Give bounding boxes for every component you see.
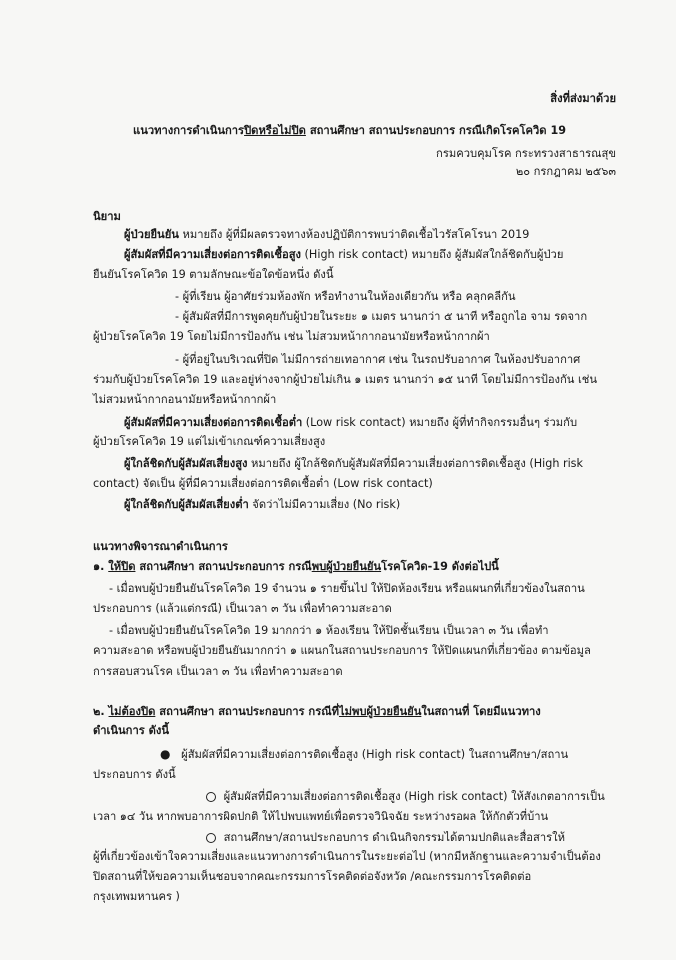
sub-item-text: สถานศึกษา/สถานประกอบการ ดำเนินกิจกรรมได้ตามปกติและสื่อสารให้ <box>223 831 565 844</box>
document-title <box>133 123 566 139</box>
heading-cont: ดำเนินการ ดังนี้ <box>93 724 170 737</box>
sub-item-cont: กรุงเทพมหานคร ) <box>93 890 180 903</box>
term: ผู้ป่วยยืนยัน <box>124 228 179 241</box>
sub-item <box>206 789 605 805</box>
def-high-risk <box>124 247 563 263</box>
heading-part: ในสถานที่ โดยมีแนวทาง <box>421 705 541 718</box>
list-item-cont: ประกอบการ (แล้วแต่กรณี) เป็นเวลา ๓ วัน เพื่อทำความสะอาด <box>93 602 392 615</box>
section-number: ๑. <box>93 560 109 573</box>
list-item-cont: ความสะอาด หรือพบผู้ป่วยยืนยันมากกว่า ๑ แผนกในสถานประกอบการ ให้ปิดแผนกที่เกี่ยวข้อง ตามข้อมูล <box>93 644 591 657</box>
list-item-cont: ผู้ป่วยโรคโควิด 19 โดยไม่มีการป้องกัน เช่น ไม่สวมหน้ากากอนามัยหรือหน้ากากผ้า <box>93 330 490 343</box>
department: กรมควบคุมโรค กระทรวงสาธารณสุข <box>436 147 616 160</box>
close-keyword: ให้ปิด <box>108 560 136 573</box>
list-item: - ผู้ที่อยู่ในบริเวณที่ปิด ไม่มีการถ่ายเทอากาศ เช่น ในรถปรับอากาศ ในห้องปรับอากาศ <box>175 353 581 366</box>
title-rest: สถานศึกษา สถานประกอบการ กรณีเกิดโรคโควิด 19 <box>305 124 567 137</box>
term: ผู้สัมผัสที่มีความเสี่ยงต่อการติดเชื้อต่ำ <box>124 416 303 429</box>
definition-cont: ผู้ป่วยโรคโควิด 19 แต่ไม่เข้าเกณฑ์ความเสี่ยงสูง <box>93 435 326 448</box>
heading-part: สถานศึกษา สถานประกอบการ กรณี <box>135 560 312 573</box>
def-confirmed <box>124 227 529 243</box>
definition: หมายถึง ผู้ใกล้ชิดกับผู้สัมผัสที่มีความเสี่ยงต่อการติดเชื้อสูง (High risk <box>247 457 583 470</box>
heading-part: สถานศึกษา สถานประกอบการ กรณีที่ <box>155 705 339 718</box>
def-low-risk <box>124 415 577 431</box>
sub-item-text: ผู้สัมผัสที่มีความเสี่ยงต่อการติดเชื้อสูง (High risk contact) ให้สังเกตอาการเป็น <box>223 790 605 803</box>
sub-item-cont: ผู้ที่เกี่ยวข้องเข้าใจความเสี่ยงและแนวทางการดำเนินการในระยะต่อไป (หากมีหลักฐานและความจำเป็นต้อง <box>93 850 601 863</box>
definition: (Low risk contact) หมายถึง ผู้ที่ทำกิจกรรมอื่นๆ ร่วมกับ <box>302 416 578 429</box>
section-1-heading <box>93 559 499 575</box>
definition: จัดว่าไม่มีความเสี่ยง (No risk) <box>248 498 401 511</box>
term: ผู้ใกล้ชิดกับผู้สัมผัสเสี่ยงต่ำ <box>124 498 249 511</box>
definition-cont: ยืนยันโรคโควิด 19 ตามลักษณะข้อใดข้อหนึ่ง ดังนี้ <box>93 268 334 281</box>
bullet-item <box>160 746 568 763</box>
section-number: ๒. <box>93 705 109 718</box>
list-item: - เมื่อพบผู้ป่วยยืนยันโรคโควิด 19 มากกว่า ๑ ห้องเรียน ให้ปิดชั้นเรียน เป็นเวลา ๓ วัน เพื่อทำ <box>109 624 549 637</box>
definition: หมายถึง ผู้ที่มีผลตรวจทางห้องปฏิบัติการพบว่าติดเชื้อไวรัสโคโรนา 2019 <box>178 228 530 241</box>
definitions-heading: นิยาม <box>93 210 121 223</box>
bullet-icon: ● <box>160 747 171 761</box>
list-item-cont: ไม่สวมหน้ากากอนามัยหรือหน้ากากผ้า <box>93 393 277 406</box>
title-not-close: ไม่ปิด <box>278 124 306 137</box>
term: ผู้สัมผัสที่มีความเสี่ยงต่อการติดเชื้อสูง <box>124 248 301 261</box>
bullet-text-cont: ประกอบการ ดังนี้ <box>93 768 176 781</box>
found-keyword: พบผู้ป่วยยืนยัน <box>311 560 382 573</box>
sub-item-cont: ปิดสถานที่ให้ขอความเห็นชอบจากคณะกรรมการโรคติดต่อจังหวัด /คณะกรรมการโรคติดต่อ <box>93 870 532 883</box>
term: ผู้ใกล้ชิดกับผู้สัมผัสเสี่ยงสูง <box>124 457 248 470</box>
sub-item-cont: เวลา ๑๔ วัน หากพบอาการผิดปกติ ให้ไปพบแพทย์เพื่อตรวจวินิจฉัย ระหว่างรอผล ให้กักตัวที่บ้าน <box>93 810 549 823</box>
list-item-cont: การสอบสวนโรค เป็นเวลา ๓ วัน เพื่อทำความสะอาด <box>93 665 343 678</box>
title-close: ปิด <box>244 124 259 137</box>
bullet-text: ผู้สัมผัสที่มีความเสี่ยงต่อการติดเชื้อสูง (High risk contact) ในสถานศึกษา/สถาน <box>181 748 569 761</box>
def-close-low <box>124 497 400 513</box>
title-or: หรือ <box>258 124 279 137</box>
heading-part: โรคโควิด-19 ดังต่อไปนี้ <box>381 560 499 573</box>
section-2-heading <box>93 704 541 720</box>
document-date: ๒๐ กรกฎาคม ๒๕๖๓ <box>515 165 616 178</box>
title-part: แนวทางการดำเนินการ <box>133 124 245 137</box>
definition: (High risk contact) หมายถึง ผู้สัมผัสใกล้ชิดกับผู้ป่วย <box>301 248 564 261</box>
guidelines-heading: แนวทางพิจารณาดำเนินการ <box>93 540 228 553</box>
definition-cont: contact) จัดเป็น ผู้ที่มีความเสี่ยงต่อการติดเชื้อต่ำ (Low risk contact) <box>93 477 433 490</box>
not-close-keyword: ไม่ต้องปิด <box>108 705 156 718</box>
list-item: - ผู้สัมผัสที่มีการพูดคุยกับผู้ป่วยในระยะ ๑ เมตร นานกว่า ๕ นาที หรือถูกไอ จาม รดจาก <box>175 310 588 323</box>
not-found-keyword: ไม่พบผู้ป่วยยืนยัน <box>338 705 422 718</box>
attachment-label: สิ่งที่ส่งมาด้วย <box>550 92 616 105</box>
circle-bullet-icon <box>206 833 216 843</box>
sub-item <box>206 830 565 846</box>
list-item: - เมื่อพบผู้ป่วยยืนยันโรคโควิด 19 จำนวน ๑ รายขึ้นไป ให้ปิดห้องเรียน หรือแผนกที่เกี่ยวข้องในสถาน <box>109 582 585 595</box>
circle-bullet-icon <box>206 792 216 802</box>
list-item: - ผู้ที่เรียน ผู้อาศัยร่วมห้องพัก หรือทำงานในห้องเดียวกัน หรือ คลุกคลีกัน <box>175 290 516 303</box>
def-close-high <box>124 456 583 472</box>
list-item-cont: ร่วมกับผู้ป่วยโรคโควิด 19 และอยู่ห่างจากผู้ป่วยไม่เกิน ๑ เมตร นานกว่า ๑๕ นาที โดยไม่มีการป้องกัน เช่น <box>93 373 598 386</box>
